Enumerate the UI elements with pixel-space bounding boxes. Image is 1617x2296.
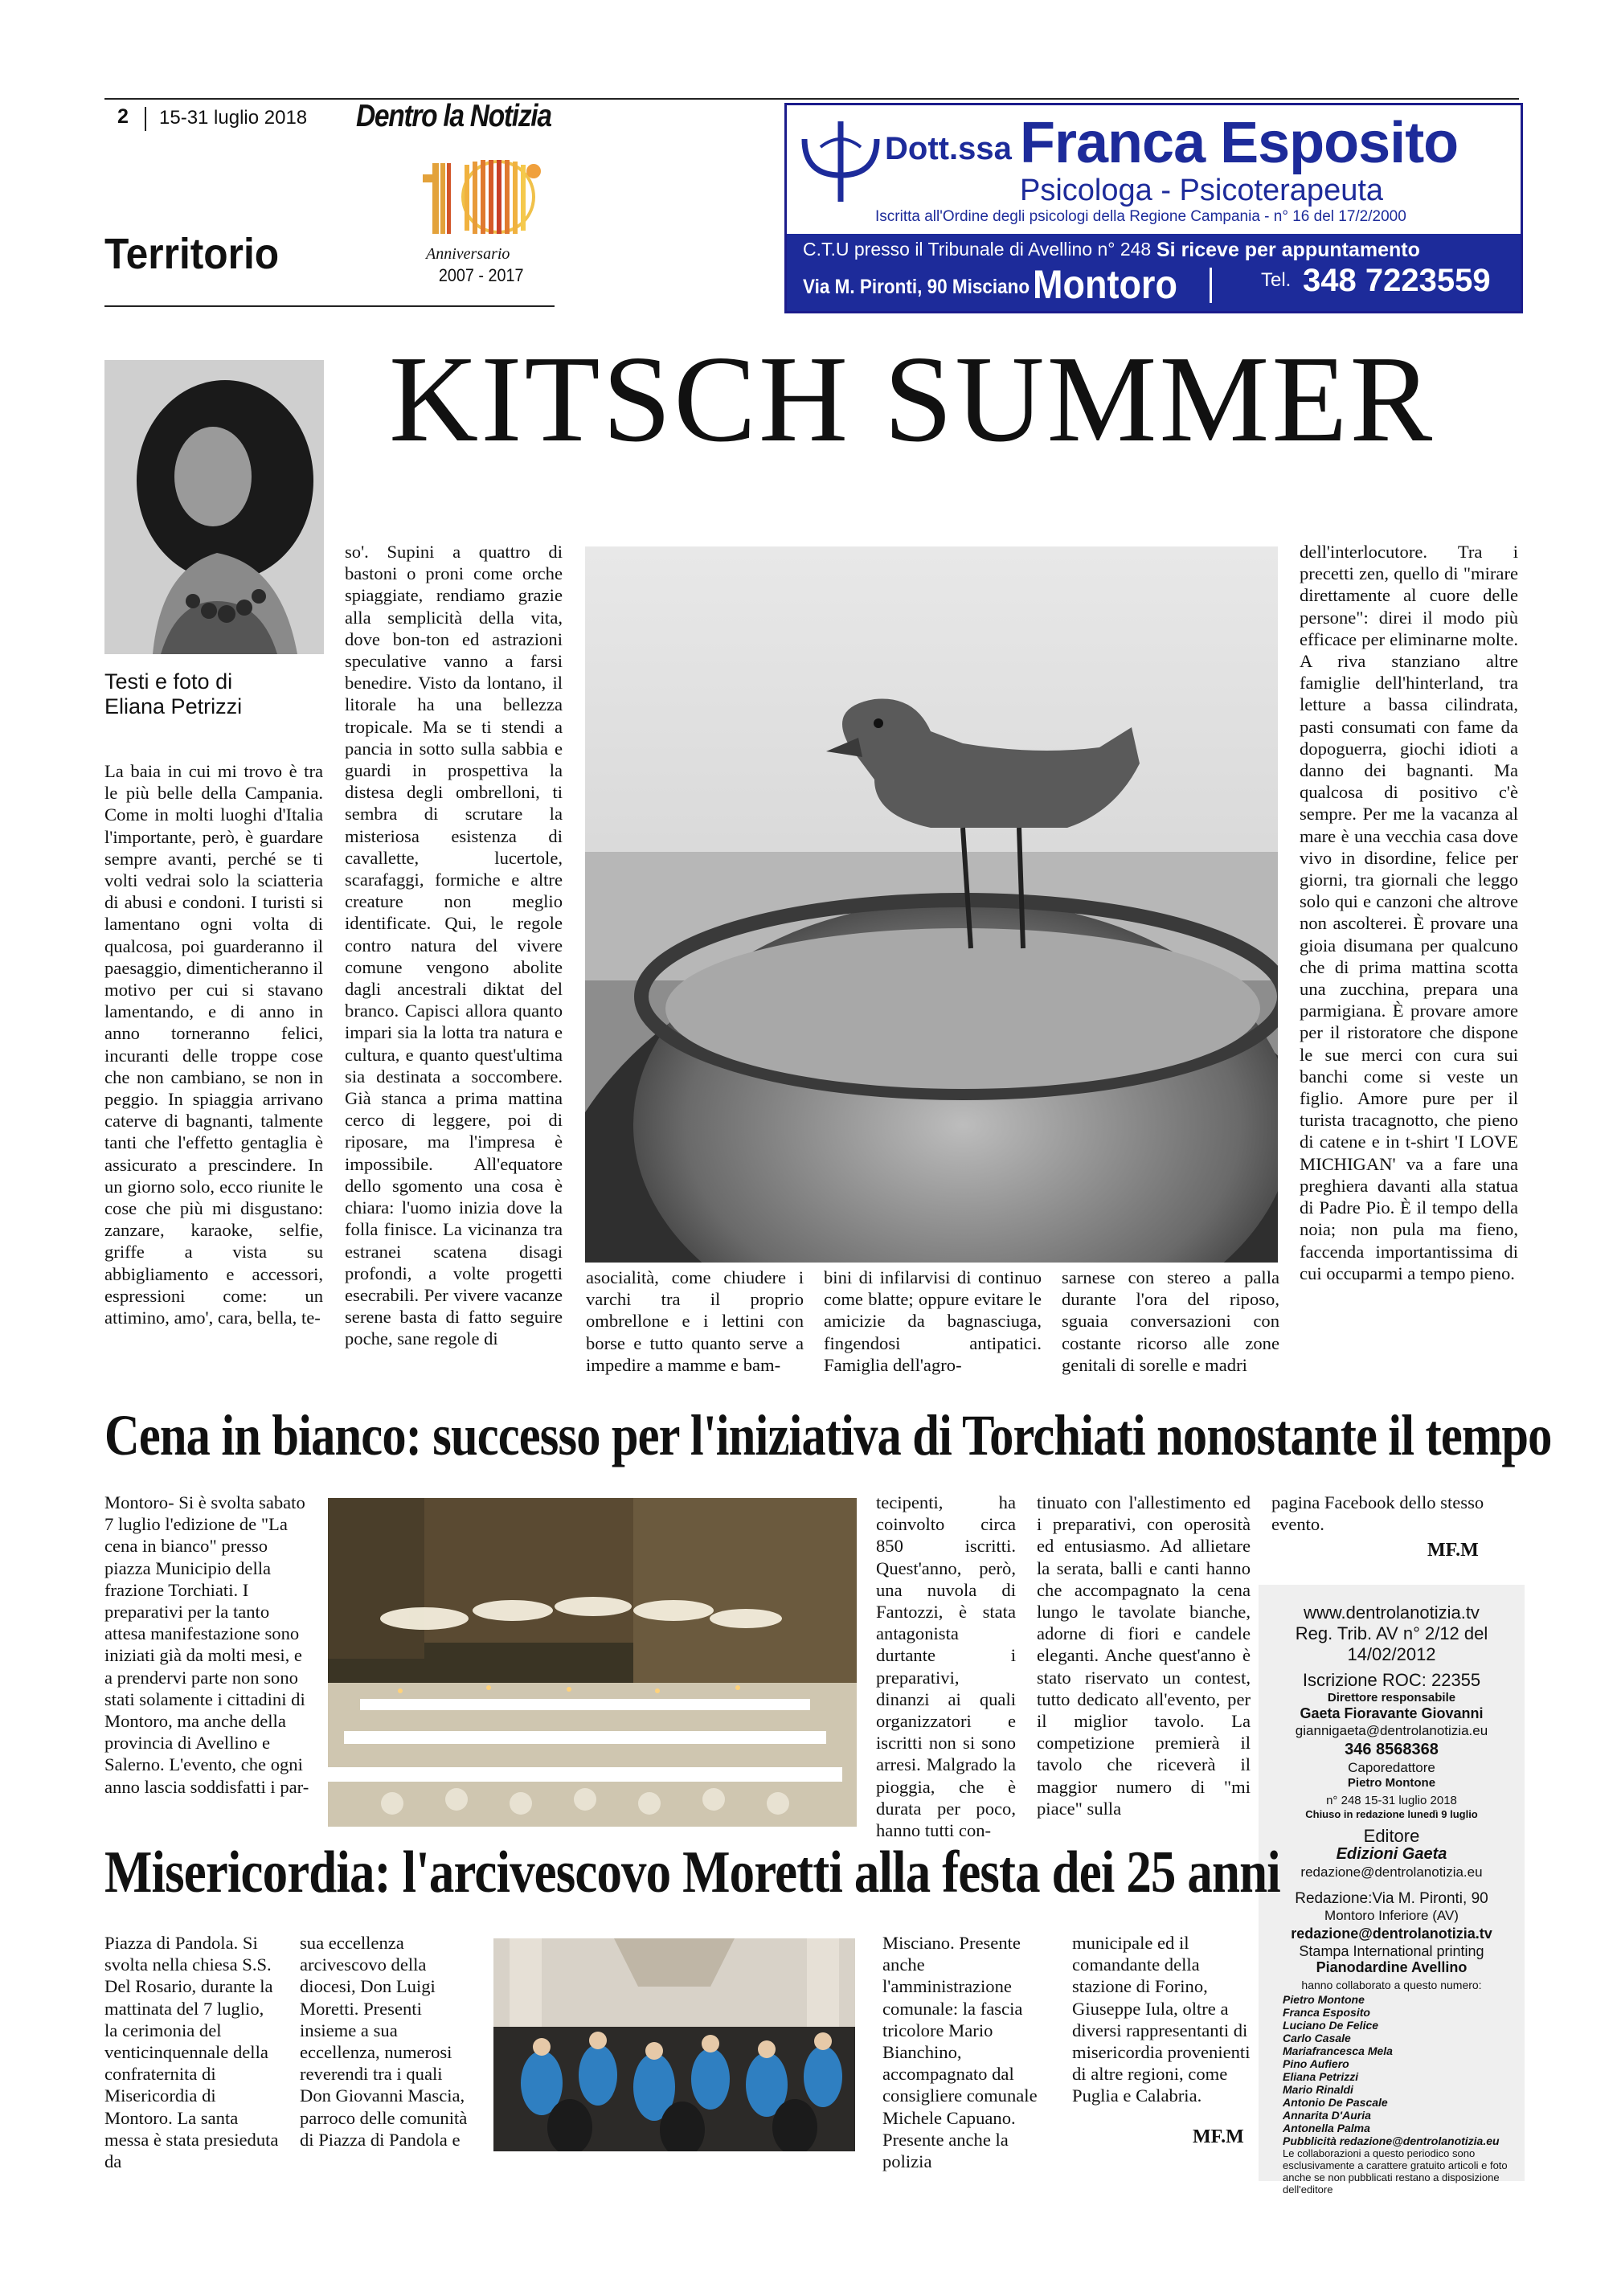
anniversary-one (423, 163, 451, 234)
misericordia-col-4: municipale ed il comandante della stazione di Forino, Giuseppe Iula, oltre a diversi rappresentanti di misericordia provenienti di altre regioni, come Puglia e Calabria. (1072, 1933, 1251, 2106)
ad-address: Via M. Pironti, 90 Misciano (803, 276, 1030, 298)
info-publisher-label: Editore (1363, 1826, 1420, 1846)
psychologist-ad (784, 103, 1523, 313)
info-print-1: Stampa International printing (1299, 1943, 1484, 1959)
info-collaborators (1283, 1993, 1508, 2147)
byline-label: Testi e foto di (104, 669, 233, 694)
page-number: 2 (117, 105, 129, 128)
anniversary-zero (463, 160, 541, 234)
feature-col-2: so'. Supini a quattro di bastoni o proni come orche spiaggiate, rendiamo grazie alla semplicità della vita, dove bon-ton ed astrazioni speculative vanno a farsi benedire. Visto da lontano, il litorale ha una bellezza tropicale. Ma se ti stendi a pancia in sotto sulla sabbia e guardi in prospettiva la distesa degli ombrelloni, ti sembra di scrutare la misteriosa esistenza di cavallette, lucertole, scarafaggi, formiche e altre creature non meglio identificate. Qui, le regole contro natura del vivere comune vengono abolite dagli ancestrali diktat del branco. Capisci allora quanto impari sia la lotta tra natura e cultura, e quanto quest'ultima sia destinata a soccombere. Già stanca a prima mattina cerco di leggere, poi di riposare, ma l'impresa è impossibile. All'equatore dello sgomento una cosa è chiara: l'uomo inizia dove la folla finisce. La vicinanza tra estranei scatena disagi profondi, a volte progetti esecrabili. Per vivere vacanze serene basta di fatto seguire poche, sane regole di (345, 542, 563, 1349)
collaborator-name: Carlo Casale (1283, 2032, 1351, 2044)
info-reg-1: Reg. Trib. AV n° 2/12 del (1295, 1623, 1488, 1643)
misericordia-photo (493, 1938, 855, 2151)
anniversary-logo (418, 157, 555, 249)
info-print-2: Pianodardine Avellino (1316, 1959, 1468, 1975)
ad-registration: Iscritta all'Ordine degli psicologi della Regione Campania - n° 16 del 17/2/2000 (875, 208, 1406, 225)
info-office-mail: redazione@dentrolanotizia.tv (1291, 1926, 1492, 1942)
cena-col-3: tinuato con l'allestimento ed i preparativi, con operosità ed entusiasmo. Ad allietare la serata, balli e canti hanno che accompagnato la cena lungo le tavolate bianche, adorne di fiori e candele eleganti. Anche quest'anno è stato riservato un contest, tutto dedicato all'evento, per il miglior tavolo. La competizione premierà il tavolo che riceverà il maggior numero di "mi piace" sulla (1037, 1492, 1251, 1819)
ad-role: Psicologa - Psicoterapeuta (1020, 174, 1384, 207)
feature-col-1: La baia in cui mi trovo è tra le più belle della Campania. Come in molti luoghi d'Italia l'importante, però, è guardare sempre avanti, perché se ti volti vedrai solo la sciatteria di abusi e condoni. I turisti si lamentano ogni volta di qualcosa, poi guarderanno il paesaggio, dimenticheranno il motivo per cui si stavano lamentando, e di anno in anno torneranno felici, incuranti delle troppe cose che non cambiano, se non in peggio. In spiaggia arrivano caterve di bagnanti, talmente tanti che l'effetto gentaglia è assicurato a prescindere. In un giorno solo, ecco riunite le cose che più mi disgustano: zanzare, karaoke, selfie, griffe a vista su abbigliamento e accessori, espressioni come: un attimino, amo', cara, bella, te- (104, 761, 323, 1328)
issue-dates: 15-31 luglio 2018 (159, 107, 308, 129)
anniversary-years: 2007 - 2017 (438, 265, 524, 285)
feature-under-1: asocialità, come chiudere i varchi tra il proprio ombrellone e i lettini con borse e tutto quanto serve a impedire a mamme e bam- (586, 1267, 804, 1375)
ad-top (787, 105, 1521, 234)
author-byline (104, 669, 242, 719)
section-title: Territorio (104, 230, 280, 278)
misericordia-col-3: Misciano. Presente anche l'amministrazione comunale: la fascia tricolore Mario Bianchino, accompagnato dal consigliere comunale Michele Capuano. Presente anche la polizia (882, 1933, 1038, 2172)
misericordia-headline: Misericordia: l'arcivescovo Moretti alla festa dei 25 anni (104, 1840, 1280, 1905)
info-phone: 346 8568368 (1345, 1741, 1439, 1758)
info-editor-label: Caporedattore (1348, 1760, 1435, 1775)
collaborator-name: Pietro Montone (1283, 1993, 1365, 2006)
ad-ctu: C.T.U presso il Tribunale di Avellino n° 248 (803, 239, 1152, 260)
ad-phone: 348 7223559 (1303, 263, 1491, 298)
info-director-label: Direttore responsabile (1327, 1691, 1456, 1705)
cena-col-1: Montoro- Si è svolta sabato 7 luglio l'edizione de "La cena in bianco" presso piazza Municipio della frazione Torchiati. I preparativi per la tanto attesa manifestazione sono iniziati già da molti mesi, e a prendervi parte non sono stati solamente i cittadini di Montoro, ma anche della provincia di Avellino e Salerno. L'evento, che ogni anno lascia soddisfatti i par- (104, 1492, 309, 1797)
info-director: Gaeta Fioravante Giovanni (1300, 1705, 1484, 1721)
info-roc: Iscrizione ROC: 22355 (1302, 1670, 1481, 1690)
masthead-info-box (1259, 1585, 1525, 2196)
ad-divider (1210, 268, 1212, 303)
info-ads: Pubblicità redazione@dentrolanotizia.eu (1283, 2134, 1500, 2147)
collaborator-name: Mariafrancesca Mela (1283, 2044, 1393, 2057)
collaborator-name: Annarita D'Auria (1283, 2109, 1371, 2122)
header-rule (104, 98, 1519, 100)
byline-author: Eliana Petrizzi (104, 694, 243, 718)
misericordia-col-1: Piazza di Pandola. Si svolta nella chiesa S.S. Del Rosario, durante la mattinata del 7 luglio, la cerimonia del venticinquennale della confraternita di Misericordia di Montoro. La santa messa è stata presieduta da (104, 1933, 279, 2172)
ad-bottom-bar (787, 234, 1521, 311)
collaborator-name: Eliana Petrizzi (1283, 2070, 1359, 2083)
cena-headline: Cena in bianco: successo per l'iniziativa di Torchiati nonostante il tempo (104, 1403, 1552, 1467)
info-office-1: Redazione:Via M. Pironti, 90 (1295, 1890, 1488, 1907)
masthead-logo: Dentro la Notizia (356, 99, 551, 133)
ad-name: Franca Esposito (1020, 111, 1459, 175)
info-reg-2: 14/02/2012 (1347, 1644, 1436, 1664)
feature-col-5: dell'interlocutore. Tra i precetti zen, quello di "mirare direttamente al cuore delle persone": direi il modo più efficace per eliminarne molte. A riva stanziano altre famiglie dell'hinterland, tra letture a bassa cilindrata, pasti consumati con fame da dopoguerra, giochi idioti a danno dei bagnanti. Ma qualcosa di positivo c'è sempre. Per me la vacanza al mare è una vecchia casa dove vivo in disordine, felice per giorni, tra giornali che leggo solo qui e canzoni che altrove non ascolterei. È provare una gioia disumana per qualcuno che di prima mattina scotta una zucchina, prepara una parmigiana. È provare amore per il ristoratore che dispone le sue merci con cura sui banchi come si veste un figlio. Amore pure per il turista tracagnotto, che pieno di catene e in t-shirt 'I LOVE MICHIGAN' va a fare una preghiera davanti alla statua di Padre Pio. È il tempo della noia; non pula ma fieno, faccenda importantissima di cui occuparmi a tempo pieno. (1300, 542, 1518, 1283)
info-publisher-mail: redazione@dentrolanotizia.eu (1300, 1864, 1483, 1880)
cena-col-4: pagina Facebook dello stesso evento. (1271, 1492, 1484, 1535)
section-rule (104, 305, 555, 307)
feature-title: KITSCH SUMMER (389, 331, 1435, 468)
anniversary-label: Anniversario (426, 245, 510, 263)
ad-title-prefix: Dott.ssa (885, 131, 1012, 166)
collaborator-name: Pino Aufiero (1283, 2057, 1349, 2070)
collaborator-name: Mario Rinaldi (1283, 2083, 1353, 2096)
misericordia-signature: MF.M (1193, 2126, 1244, 2147)
collaborator-name: Luciano De Felice (1283, 2019, 1379, 2032)
psi-logo-icon (796, 115, 885, 203)
feature-under-2: bini di infilarvisi di continuo come blatte; oppure evitare le amicizie da bagnasciuga, fingendosi antipatici. Famiglia dell'agro- (824, 1267, 1042, 1375)
info-closing: Chiuso in redazione lunedì 9 luglio (1305, 1808, 1478, 1820)
header-separator (145, 107, 146, 131)
collaborator-name: Antonella Palma (1283, 2122, 1370, 2134)
info-note: Le collaborazioni a questo periodico sono esclusivamente a carattere gratuito articoli e foto anche se non pubblicati restano a disposizione dell'editore (1283, 2147, 1508, 2196)
ad-appointment: Si riceve per appuntamento (1156, 239, 1420, 261)
feature-photo-bird (585, 546, 1278, 1263)
collaborator-name: Franca Esposito (1283, 2006, 1370, 2019)
ad-city: Montoro (1033, 262, 1177, 307)
info-editor: Pietro Montone (1347, 1776, 1436, 1790)
info-office-2: Montoro Inferiore (AV) (1324, 1908, 1459, 1923)
ad-tel-label: Tel. (1261, 269, 1292, 291)
info-director-mail: giannigaeta@dentrolanotizia.eu (1295, 1723, 1488, 1738)
info-publisher: Edizioni Gaeta (1336, 1845, 1447, 1863)
feature-under-3: sarnese con stereo a palla durante l'ora del riposo, sguaia conversazioni con costante ricorso alle zone genitali di sorelle e madri (1062, 1267, 1279, 1375)
info-website: www.dentrolanotizia.tv (1304, 1602, 1480, 1623)
cena-col-2: tecipenti, ha coinvolto circa 850 iscritti. Quest'anno, però, una nuvola di Fantozzi, è stata antagonista durtante i preparativi, dinanzi ai quali organizzatori e iscritti non si sono arresi. Malgrado la pioggia, che è durata per poco, hanno tutti con- (876, 1492, 1016, 1841)
misericordia-col-2: sua eccellenza arcivescovo della diocesi, Don Luigi Moretti. Presenti insieme a sua eccellenza, numerosi reverendi tra i quali Don Giovanni Mascia, parroco delle comunità di Piazza di Pandola e (300, 1933, 468, 2150)
collaborator-name: Antonio De Pascale (1283, 2096, 1388, 2109)
info-issue: n° 248 15-31 luglio 2018 (1326, 1794, 1457, 1807)
author-photo (104, 360, 324, 654)
cena-photo (328, 1498, 857, 1827)
cena-signature: MF.M (1427, 1540, 1479, 1561)
info-collab-label: hanno collaborato a questo numero: (1301, 1979, 1482, 1991)
